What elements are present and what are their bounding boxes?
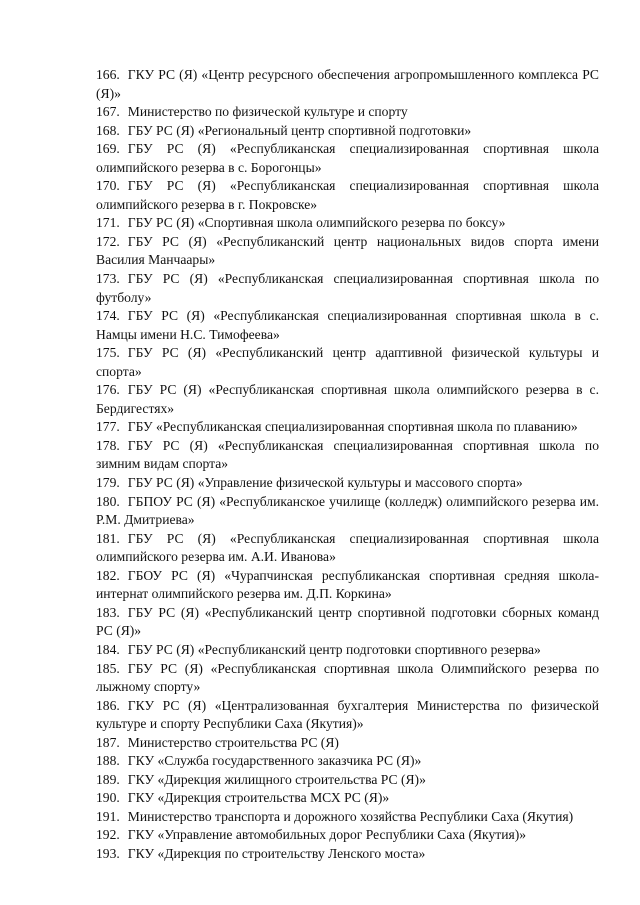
list-item: [96, 697, 599, 734]
list-item-text: ГБУ РС (Я) «Республиканская специализированная спортивная школа олимпийского резерва в с. Борогонцы»: [96, 141, 599, 175]
list-item-text: ГБУ РС (Я) «Республиканская специализированная спортивная школа олимпийского резерва в г. Покровске»: [96, 178, 599, 212]
list-item-text: ГБУ РС (Я) «Республиканский центр адаптивной физической культуры и спорта»: [96, 345, 599, 379]
list-item: [96, 270, 599, 307]
list-item-text: ГБУ РС (Я) «Республиканская специализированная спортивная школа по футболу»: [96, 271, 599, 305]
list-item-number: 171.: [96, 215, 120, 231]
list-item: [96, 122, 599, 141]
list-item: [96, 493, 599, 530]
list-item-text: ГБУ РС (Я) «Республиканский центр подготовки спортивного резерва»: [127, 641, 541, 657]
list-item: [96, 789, 599, 808]
list-item-number: 166.: [96, 67, 120, 82]
list-item: [96, 233, 599, 270]
list-item-text: ГБОУ РС (Я) «Чурапчинская республиканская спортивная средняя школа-интернат олимпийского резерва им. Д.П. Коркина»: [96, 567, 599, 602]
list-item: [96, 567, 599, 604]
list-item: [96, 771, 599, 790]
list-item-number: 193.: [96, 845, 120, 861]
list-item-number: 184.: [96, 641, 120, 657]
list-item-text: ГБУ РС (Я) «Республиканская специализированная спортивная школа в с. Намцы имени Н.С. Тимофеева»: [96, 308, 599, 342]
list-item-text: Министерство строительства РС (Я): [127, 734, 339, 750]
list-item: [96, 66, 599, 103]
list-item-text: ГБУ РС (Я) «Региональный центр спортивной подготовки»: [127, 122, 472, 138]
list-item-number: 180.: [96, 493, 120, 509]
list-item-text: ГКУ РС (Я) «Центр ресурсного обеспечения агропромышленного комплекса РС (Я)»: [96, 67, 599, 101]
list-item-number: 191.: [96, 808, 120, 824]
list-item: [96, 752, 599, 771]
list-item-text: ГБУ РС (Я) «Республиканский центр спортивной подготовки сборных команд РС (Я)»: [96, 604, 599, 639]
list-item-text: ГБУ РС (Я) «Республиканская специализированная спортивная школа олимпийского резерва им. А.И. Иванова»: [96, 530, 599, 565]
list-item-text: Министерство транспорта и дорожного хозяйства Республики Саха (Якутия): [127, 808, 574, 824]
list-item-text: ГКУ РС (Я) «Централизованная бухгалтерия Министерства по физической культуре и спорту Республики Саха (Якутия)»: [96, 697, 599, 732]
list-item: [96, 418, 599, 437]
list-item-number: 190.: [96, 790, 120, 806]
list-item-text: ГБУ РС (Я) «Спортивная школа олимпийского резерва по боксу»: [127, 215, 506, 231]
list-item-number: 179.: [96, 475, 120, 491]
list-item: [96, 381, 599, 418]
list-item: [96, 103, 599, 122]
list-item-number: 188.: [96, 753, 120, 769]
list-item-text: ГБУ РС (Я) «Республиканская спортивная школа олимпийского резерва в с. Бердигестях»: [96, 382, 599, 416]
list-item: [96, 530, 599, 567]
list-item: [96, 660, 599, 697]
list-item-text: ГКУ «Дирекция жилищного строительства РС (Я)»: [127, 771, 426, 787]
list-item-number: 174.: [96, 308, 120, 324]
list-item-text: ГБУ РС (Я) «Республиканская специализированная спортивная школа по зимним видам спорта»: [96, 437, 599, 472]
list-item: [96, 177, 599, 214]
document-page: [96, 66, 599, 864]
list-item: [96, 641, 599, 660]
list-item: [96, 474, 599, 493]
list-item: [96, 214, 599, 233]
list-item-text: ГКУ «Дирекция по строительству Ленского моста»: [127, 845, 426, 861]
list-item: [96, 845, 599, 864]
list-item: [96, 437, 599, 474]
list-item: [96, 604, 599, 641]
list-item-number: 172.: [96, 233, 120, 249]
list-item: [96, 140, 599, 177]
list-item-number: 186.: [96, 697, 120, 713]
list-item-number: 167.: [96, 104, 120, 120]
list-item-text: Министерство по физической культуре и спорту: [127, 104, 408, 120]
list-item-number: 168.: [96, 122, 120, 138]
list-item: [96, 808, 599, 827]
list-item-text: ГБУ РС (Я) «Республиканская спортивная школа Олимпийского резерва по лыжному спорту»: [96, 660, 599, 695]
list-item-number: 192.: [96, 827, 120, 843]
list-item-text: ГКУ «Служба государственного заказчика РС (Я)»: [127, 753, 422, 769]
list-item-number: 185.: [96, 660, 120, 676]
list-item: [96, 344, 599, 381]
list-item-number: 178.: [96, 437, 120, 453]
list-item-text: ГБУ РС (Я) «Управление физической культуры и массового спорта»: [127, 475, 523, 491]
list-item-number: 173.: [96, 271, 120, 287]
list-item-text: ГБУ РС (Я) «Республиканский центр национальных видов спорта имени Василия Манчаары»: [96, 233, 599, 268]
list-item-number: 181.: [96, 530, 120, 546]
list-item-text: ГКУ «Дирекция строительства МСХ РС (Я)»: [127, 790, 390, 806]
list-item-text: ГКУ «Управление автомобильных дорог Республики Саха (Якутия)»: [127, 827, 527, 843]
list-item-number: 170.: [96, 178, 120, 194]
list-item-text: ГБУ «Республиканская специализированная спортивная школа по плаванию»: [127, 419, 578, 435]
list-item-number: 183.: [96, 604, 120, 620]
list-item: [96, 826, 599, 845]
list-item-number: 187.: [96, 734, 120, 750]
list-item: [96, 734, 599, 753]
list-item-number: 176.: [96, 382, 120, 398]
list-item: [96, 307, 599, 344]
list-item-text: ГБПОУ РС (Я) «Республиканское училище (колледж) олимпийского резерва им. Р.М. Дмитриева»: [96, 493, 599, 528]
list-item-number: 169.: [96, 141, 120, 157]
list-item-number: 177.: [96, 419, 120, 435]
list-item-number: 182.: [96, 567, 120, 583]
list-item-number: 189.: [96, 771, 120, 787]
list-item-number: 175.: [96, 345, 120, 361]
